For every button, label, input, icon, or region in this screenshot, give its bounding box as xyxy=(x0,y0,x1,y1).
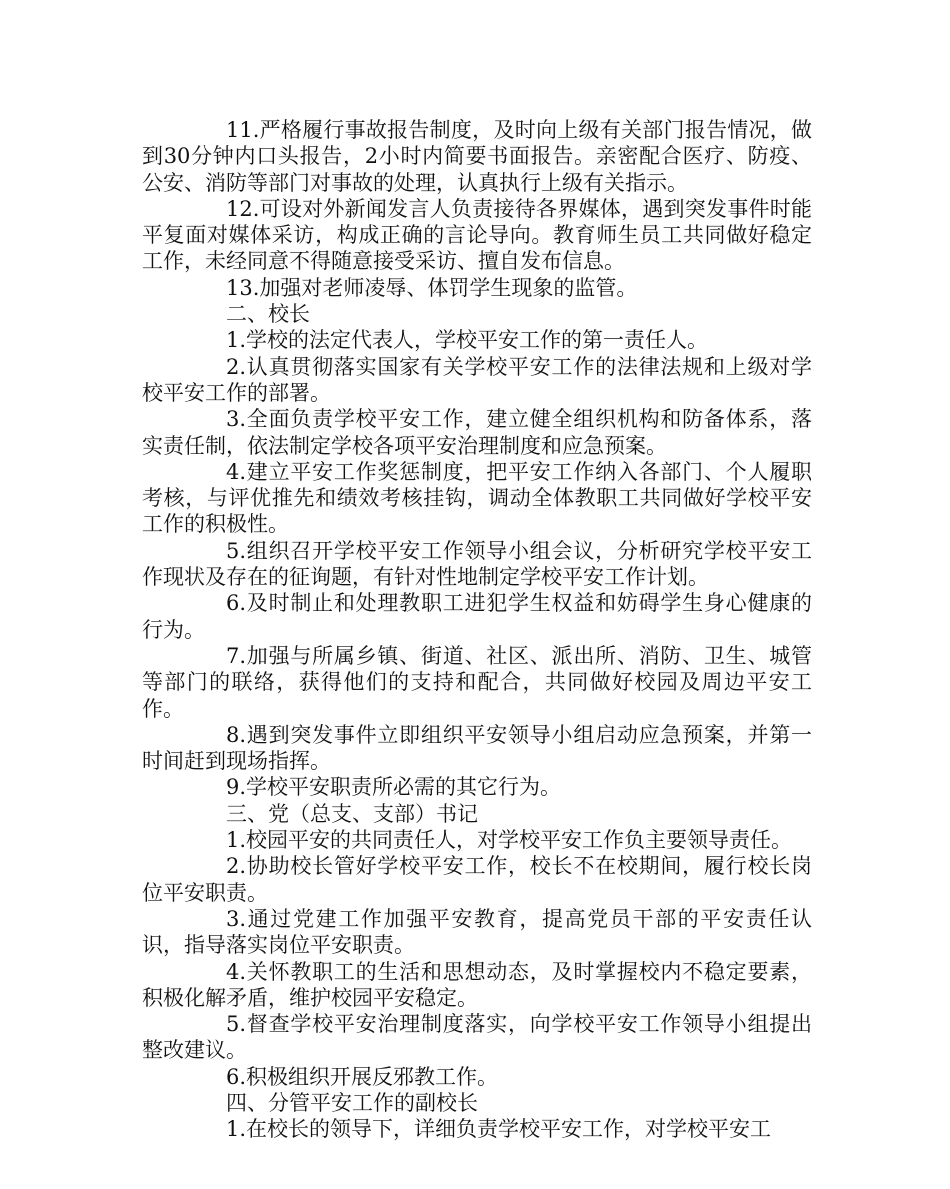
vice-principal-item-1: 1.在校长的领导下，详细负责学校平安工作，对学校平安工 xyxy=(226,1117,772,1142)
secretary-item-4: 4.关怀教职工的生活和思想动态，及时掌握校内不稳定要素，积极化解矛盾，维护校园平安稳定。 xyxy=(142,959,812,1010)
principal-item-6: 6.及时制止和处理教职工进犯学生权益和妨碍学生身心健康的行为。 xyxy=(142,591,812,642)
paragraph-11-accident-reporting: 11.严格履行事故报告制度，及时向上级有关部门报告情况，做到30分钟内口头报告，2小时内简要书面报告。亲密配合医疗、防疫、公安、消防等部门对事故的处理，认真执行上级有关指示。 xyxy=(142,118,812,195)
secretary-item-5: 5.督查学校平安治理制度落实，向学校平安工作领导小组提出整改建议。 xyxy=(142,1012,812,1063)
principal-item-3: 3.全面负责学校平安工作，建立健全组织机构和防备体系，落实责任制，依法制定学校各项平安治理制度和应急预案。 xyxy=(142,407,812,458)
secretary-item-1: 1.校园平安的共同责任人，对学校平安工作负主要领导责任。 xyxy=(226,828,793,853)
principal-item-9: 9.学校平安职责所必需的其它行为。 xyxy=(226,775,562,800)
secretary-item-3: 3.通过党建工作加强平安教育，提高党员干部的平安责任认识，指导落实岗位平安职责。 xyxy=(142,906,812,958)
secretary-item-2: 2.协助校长管好学校平安工作，校长不在校期间，履行校长岗位平安职责。 xyxy=(142,854,812,905)
section-heading-principal: 二、校长 xyxy=(226,302,310,327)
secretary-item-6: 6.积极组织开展反邪教工作。 xyxy=(226,1064,499,1089)
paragraph-12-media-spokesperson: 12.可设对外新闻发言人负责接待各界媒体，遇到突发事件时能平复面对媒体采访，构成正确的言论导向。教育师生员工共同做好稳定工作，未经同意不得随意接受采访、擅自发布信息。 xyxy=(142,196,812,274)
paragraph-13-teacher-supervision: 13.加强对老师凌辱、体罚学生现象的监管。 xyxy=(226,275,638,300)
principal-item-2: 2.认真贯彻落实国家有关学校平安工作的法律法规和上级对学校平安工作的部署。 xyxy=(142,354,812,405)
section-heading-vice-principal: 四、分管平安工作的副校长 xyxy=(226,1090,478,1115)
principal-item-7: 7.加强与所属乡镇、街道、社区、派出所、消防、卫生、城管等部门的联络，获得他们的支持和配合，共同做好校园及周边平安工作。 xyxy=(142,643,812,721)
document-body xyxy=(142,117,812,1143)
principal-item-5: 5.组织召开学校平安工作领导小组会议，分析研究学校平安工作现状及存在的征询题，有针对性地制定学校平安工作计划。 xyxy=(142,538,812,590)
principal-item-4: 4.建立平安工作奖惩制度，把平安工作纳入各部门、个人履职考核，与评优推先和绩效考核挂钩，调动全体教职工共同做好学校平安工作的积极性。 xyxy=(142,459,812,537)
section-heading-party-secretary: 三、党（总支、支部）书记 xyxy=(226,801,478,826)
principal-item-1: 1.学校的法定代表人，学校平安工作的第一责任人。 xyxy=(226,328,709,353)
principal-item-8: 8.遇到突发事件立即组织平安领导小组启动应急预案，并第一时间赶到现场指挥。 xyxy=(142,722,812,774)
